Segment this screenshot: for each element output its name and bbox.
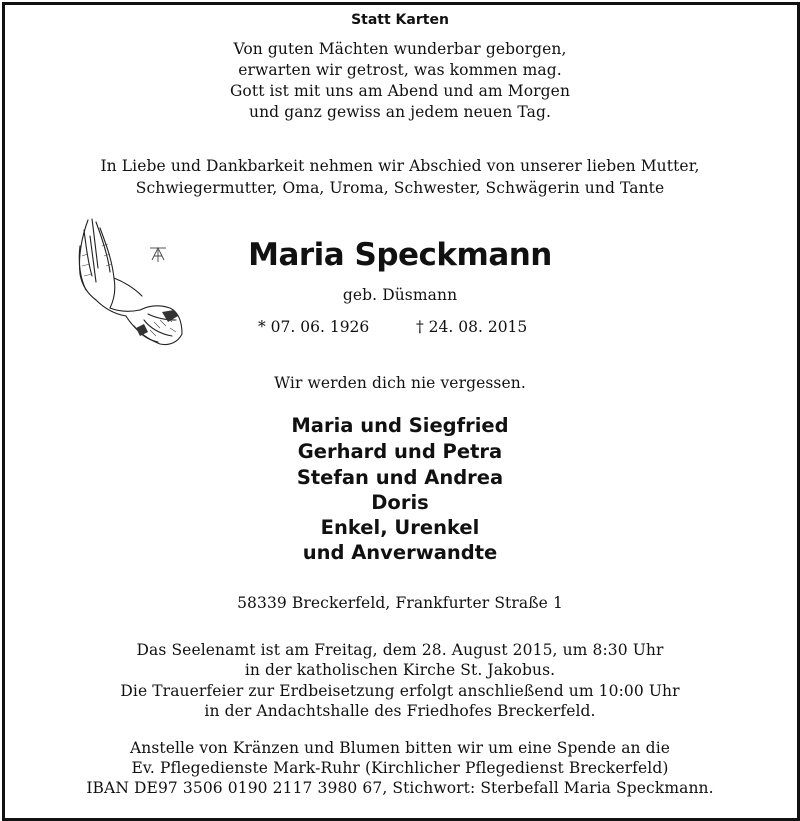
service-line: in der Andachtshalle des Friedhofes Breckerfeld.	[204, 702, 596, 720]
donation-line: IBAN DE97 3506 0190 2117 3980 67, Stichwort: Sterbefall Maria Speckmann.	[86, 779, 714, 797]
family-member: und Anverwandte	[302, 541, 498, 564]
service-line: Die Trauerfeier zur Erdbeisetzung erfolgt anschließend um 10:00 Uhr	[120, 682, 680, 700]
intro-line: Schwiegermutter, Oma, Uroma, Schwester, Schwägerin und Tante	[135, 179, 665, 197]
intro-line: In Liebe und Dankbarkeit nehmen wir Abschied von unserer lieben Mutter,	[100, 157, 700, 175]
service-line: Das Seelenamt ist am Freitag, dem 28. August 2015, um 8:30 Uhr	[136, 641, 664, 659]
poem-line: Von guten Mächten wunderbar geborgen,	[233, 40, 567, 58]
family-member: Maria und Siegfried	[291, 414, 509, 437]
deceased-name: Maria Speckmann	[248, 237, 552, 273]
address: 58339 Breckerfeld, Frankfurter Straße 1	[237, 594, 563, 612]
family-member: Doris	[371, 491, 429, 514]
poem-line: erwarten wir getrost, was kommen mag.	[238, 61, 562, 79]
family-member: Enkel, Urenkel	[320, 516, 480, 539]
donation-line: Anstelle von Kränzen und Blumen bitten wir um eine Spende an die	[129, 739, 671, 757]
service-line: in der katholischen Kirche St. Jakobus.	[244, 661, 556, 679]
memorial-line: Wir werden dich nie vergessen.	[274, 374, 526, 392]
poem-line: Gott ist mit uns am Abend und am Morgen	[229, 82, 571, 100]
donation-line: Ev. Pflegedienste Mark-Ruhr (Kirchlicher Pflegedienst Breckerfeld)	[131, 759, 669, 777]
family-member: Gerhard und Petra	[297, 440, 503, 463]
family-member: Stefan und Andrea	[296, 466, 504, 489]
maiden-name: geb. Düsmann	[342, 286, 458, 304]
poem-line: und ganz gewiss an jedem neuen Tag.	[248, 103, 551, 121]
birth-date: * 07. 06. 1926	[258, 318, 370, 336]
death-date: † 24. 08. 2015	[416, 318, 528, 336]
header-title: Statt Karten	[351, 12, 449, 28]
praying-hands-icon	[74, 216, 186, 348]
